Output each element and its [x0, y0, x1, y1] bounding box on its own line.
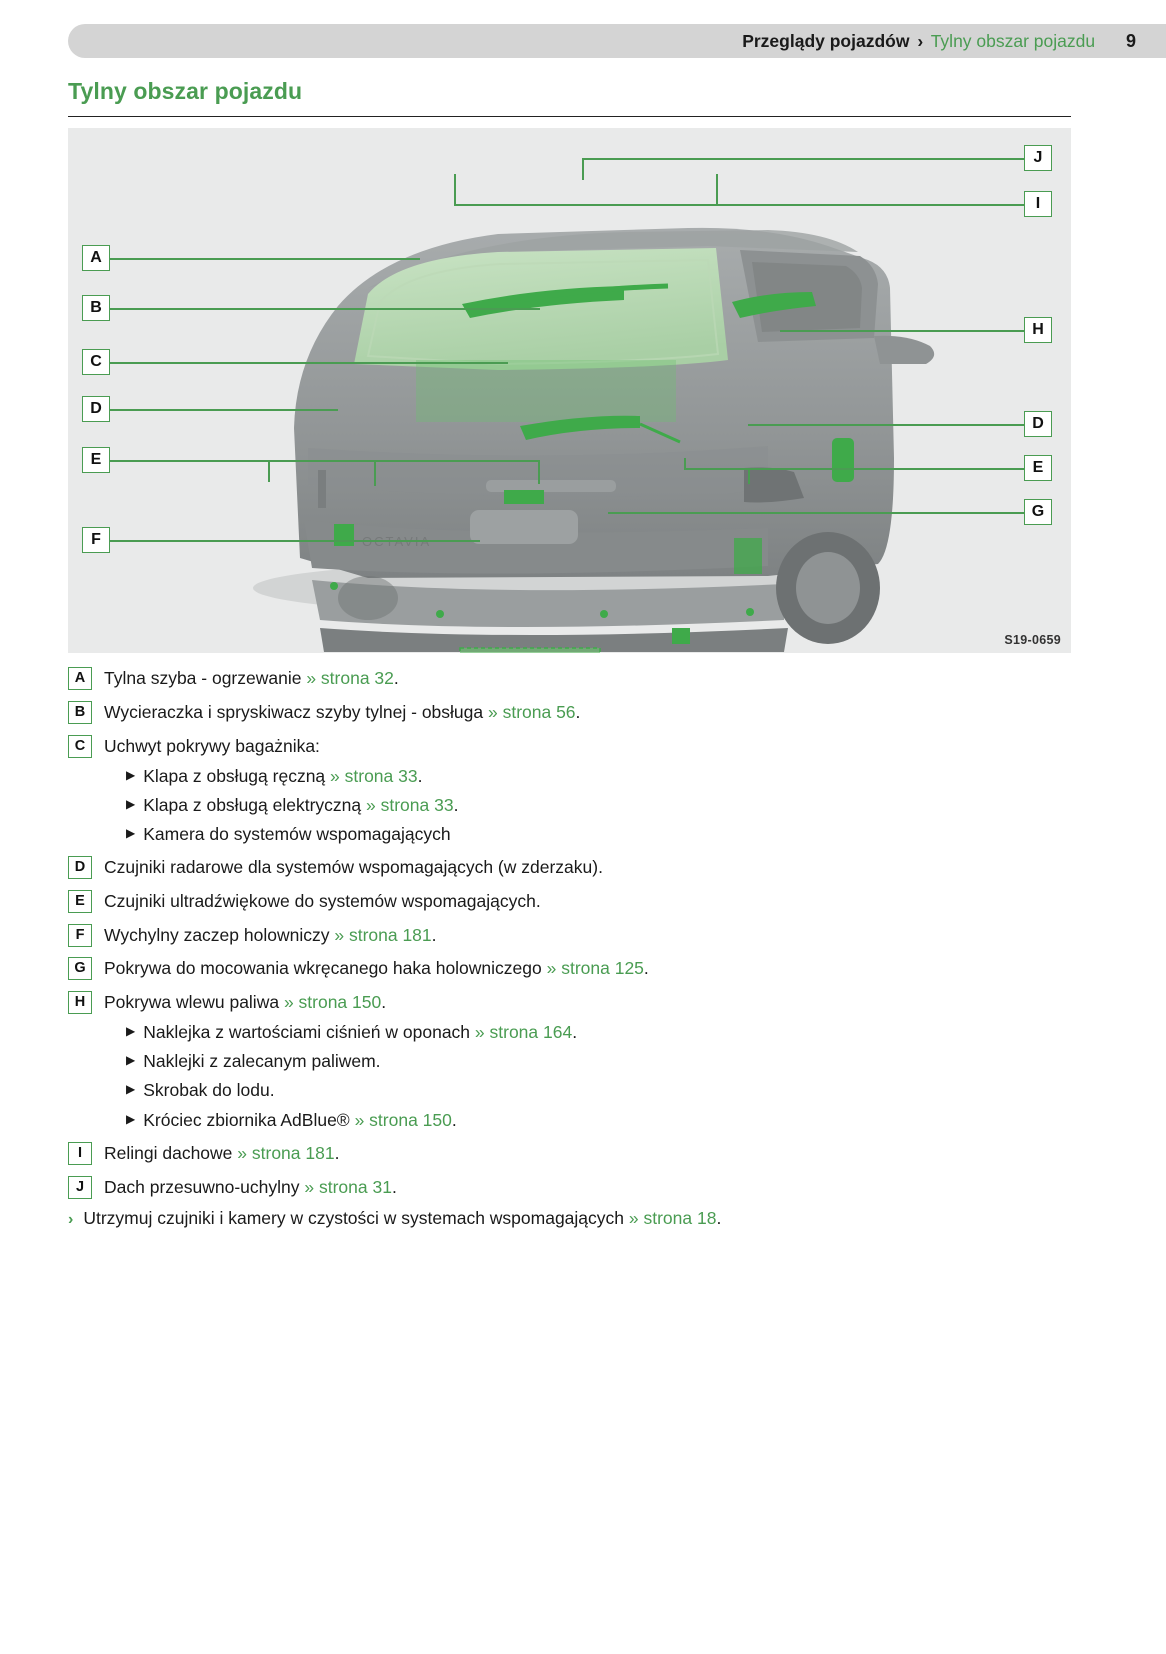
legend-reference[interactable]: » strona 181: [237, 1142, 335, 1163]
legend-label: Wychylny zaczep holowniczy: [104, 924, 335, 945]
legend-key: F: [68, 924, 92, 947]
figure-callout-j: J: [1024, 145, 1052, 171]
legend-subitem: [104, 822, 1078, 846]
figure-callout-c: C: [82, 349, 110, 375]
legend-tail: .: [575, 701, 581, 722]
legend-reference[interactable]: » strona 164: [474, 1022, 573, 1043]
figure-callout-e-left: E: [82, 447, 110, 473]
page-number: 9: [1125, 31, 1136, 51]
note-text: Utrzymuj czujniki i kamery w czystości w systemach wspomagających » strona 18.: [83, 1208, 722, 1228]
legend-text: [104, 956, 1078, 981]
triangle-bullet-icon: ▶: [126, 1024, 136, 1039]
figure-callout-d-left: D: [82, 396, 110, 422]
list-item: [68, 734, 1078, 846]
figure-callout-d-right: D: [1024, 411, 1052, 437]
legend-tail: .: [381, 992, 387, 1013]
list-item: [68, 956, 1078, 981]
figure-callout-f: F: [82, 527, 110, 553]
legend-subitem: [104, 1049, 1078, 1073]
legend-reference[interactable]: » strona 56: [487, 701, 576, 722]
triangle-bullet-icon: ▶: [126, 767, 136, 782]
legend-subitem: [104, 1078, 1078, 1102]
list-item: [68, 855, 1078, 880]
note-row: [68, 1208, 1078, 1232]
page-header: [68, 24, 1166, 58]
legend-subitem-text: Kamera do systemów wspomagających: [143, 823, 451, 844]
legend-key: G: [68, 957, 92, 980]
legend-text: [104, 1175, 1078, 1200]
legend-subitem: [104, 1108, 1078, 1132]
figure-callout-g: G: [1024, 499, 1052, 525]
breadcrumb-separator-icon: ›: [917, 31, 924, 51]
triangle-bullet-icon: ▶: [126, 825, 136, 840]
triangle-bullet-icon: ▶: [126, 1082, 136, 1097]
legend-subitem: [104, 1020, 1078, 1044]
legend-text: Czujniki radarowe dla systemów wspomagających (w zderzaku).: [104, 856, 603, 877]
figure-callout-b: B: [82, 295, 110, 321]
list-item: [68, 1141, 1078, 1166]
page-title: Tylny obszar pojazdu: [68, 78, 303, 104]
breadcrumb-section: Przeglądy pojazdów: [742, 31, 910, 51]
triangle-bullet-icon: ▶: [126, 796, 136, 811]
legend-tail: .: [431, 924, 437, 945]
legend-subitem-text: Króciec zbiornika AdBlue® » strona 150.: [143, 1109, 457, 1130]
legend-reference[interactable]: » strona 33: [330, 765, 418, 786]
legend-subitem-text: Naklejki z zalecanym paliwem.: [143, 1051, 381, 1072]
legend-label: Dach przesuwno-uchylny: [104, 1176, 305, 1197]
legend-text: [104, 700, 1078, 725]
legend-key: A: [68, 667, 92, 690]
legend-subitem: [104, 764, 1078, 788]
legend-list: [68, 666, 1078, 1208]
figure-callout-e-right: E: [1024, 455, 1052, 481]
legend-reference[interactable]: » strona 150: [354, 1109, 452, 1130]
legend-tail: .: [393, 668, 399, 688]
figure-callout-i: I: [1024, 191, 1052, 217]
triangle-bullet-icon: ▶: [126, 1053, 136, 1068]
legend-reference[interactable]: » strona 150: [283, 992, 382, 1013]
legend-label: Uchwyt pokrywy bagażnika:: [104, 735, 320, 756]
legend-reference[interactable]: » strona 32: [306, 668, 394, 688]
legend-text: [104, 990, 1078, 1131]
legend-subitem-text: Skrobak do lodu.: [143, 1080, 275, 1101]
legend-reference[interactable]: » strona 33: [366, 794, 454, 815]
list-item: [68, 1175, 1078, 1200]
figure-callout-h: H: [1024, 317, 1052, 343]
legend-key: C: [68, 735, 92, 758]
legend-text: [104, 666, 1078, 691]
legend-subitem: [104, 793, 1078, 817]
legend-key: H: [68, 991, 92, 1014]
legend-key: J: [68, 1176, 92, 1199]
legend-subitem-text: Naklejka z wartościami ciśnień w oponach » strona 164.: [143, 1022, 578, 1043]
legend-text: [104, 734, 1078, 846]
legend-text: Czujniki ultradźwiękowe do systemów wspomagających.: [104, 890, 541, 911]
legend-reference[interactable]: » strona 125: [546, 958, 644, 979]
car-rear-drawing: [68, 128, 1071, 653]
list-item: [68, 889, 1078, 914]
legend-subitem-text: Klapa z obsługą ręczną » strona 33.: [143, 765, 423, 786]
legend-tail: .: [643, 958, 649, 979]
legend-label: Pokrywa wlewu paliwa: [104, 992, 284, 1013]
legend-tail: .: [334, 1142, 340, 1163]
legend-label: Wycieraczka i spryskiwacz szyby tylnej - obsługa: [104, 701, 488, 722]
legend-label: Pokrywa do mocowania wkręcanego haka holowniczego: [104, 958, 547, 979]
legend-subitem-text: Klapa z obsługą elektryczną » strona 33.: [143, 794, 459, 815]
legend-key: B: [68, 701, 92, 724]
vehicle-rear-illustration: [68, 128, 1071, 653]
legend-text: [104, 923, 1078, 948]
header-breadcrumb: [742, 24, 1136, 58]
triangle-bullet-icon: ▶: [126, 1111, 136, 1126]
legend-key: E: [68, 890, 92, 913]
breadcrumb-subsection: Tylny obszar pojazdu: [930, 31, 1096, 51]
legend-reference[interactable]: » strona 181: [334, 924, 432, 945]
legend-label: Relingi dachowe: [104, 1142, 238, 1163]
legend-label: Tylna szyba - ogrzewanie: [104, 668, 307, 688]
legend-tail: .: [391, 1176, 397, 1197]
list-item: [68, 666, 1078, 691]
list-item: [68, 923, 1078, 948]
note-reference[interactable]: » strona 18: [628, 1208, 717, 1228]
legend-key: I: [68, 1142, 92, 1165]
title-divider: [68, 116, 1071, 117]
list-item: [68, 990, 1078, 1131]
legend-reference[interactable]: » strona 31: [304, 1176, 392, 1197]
legend-text: [104, 1141, 1078, 1166]
figure-callout-a: A: [82, 245, 110, 271]
legend-key: D: [68, 856, 92, 879]
list-item: [68, 700, 1078, 725]
note-arrow-icon: ›: [68, 1211, 74, 1228]
figure-code: S19-0659: [1004, 633, 1061, 647]
